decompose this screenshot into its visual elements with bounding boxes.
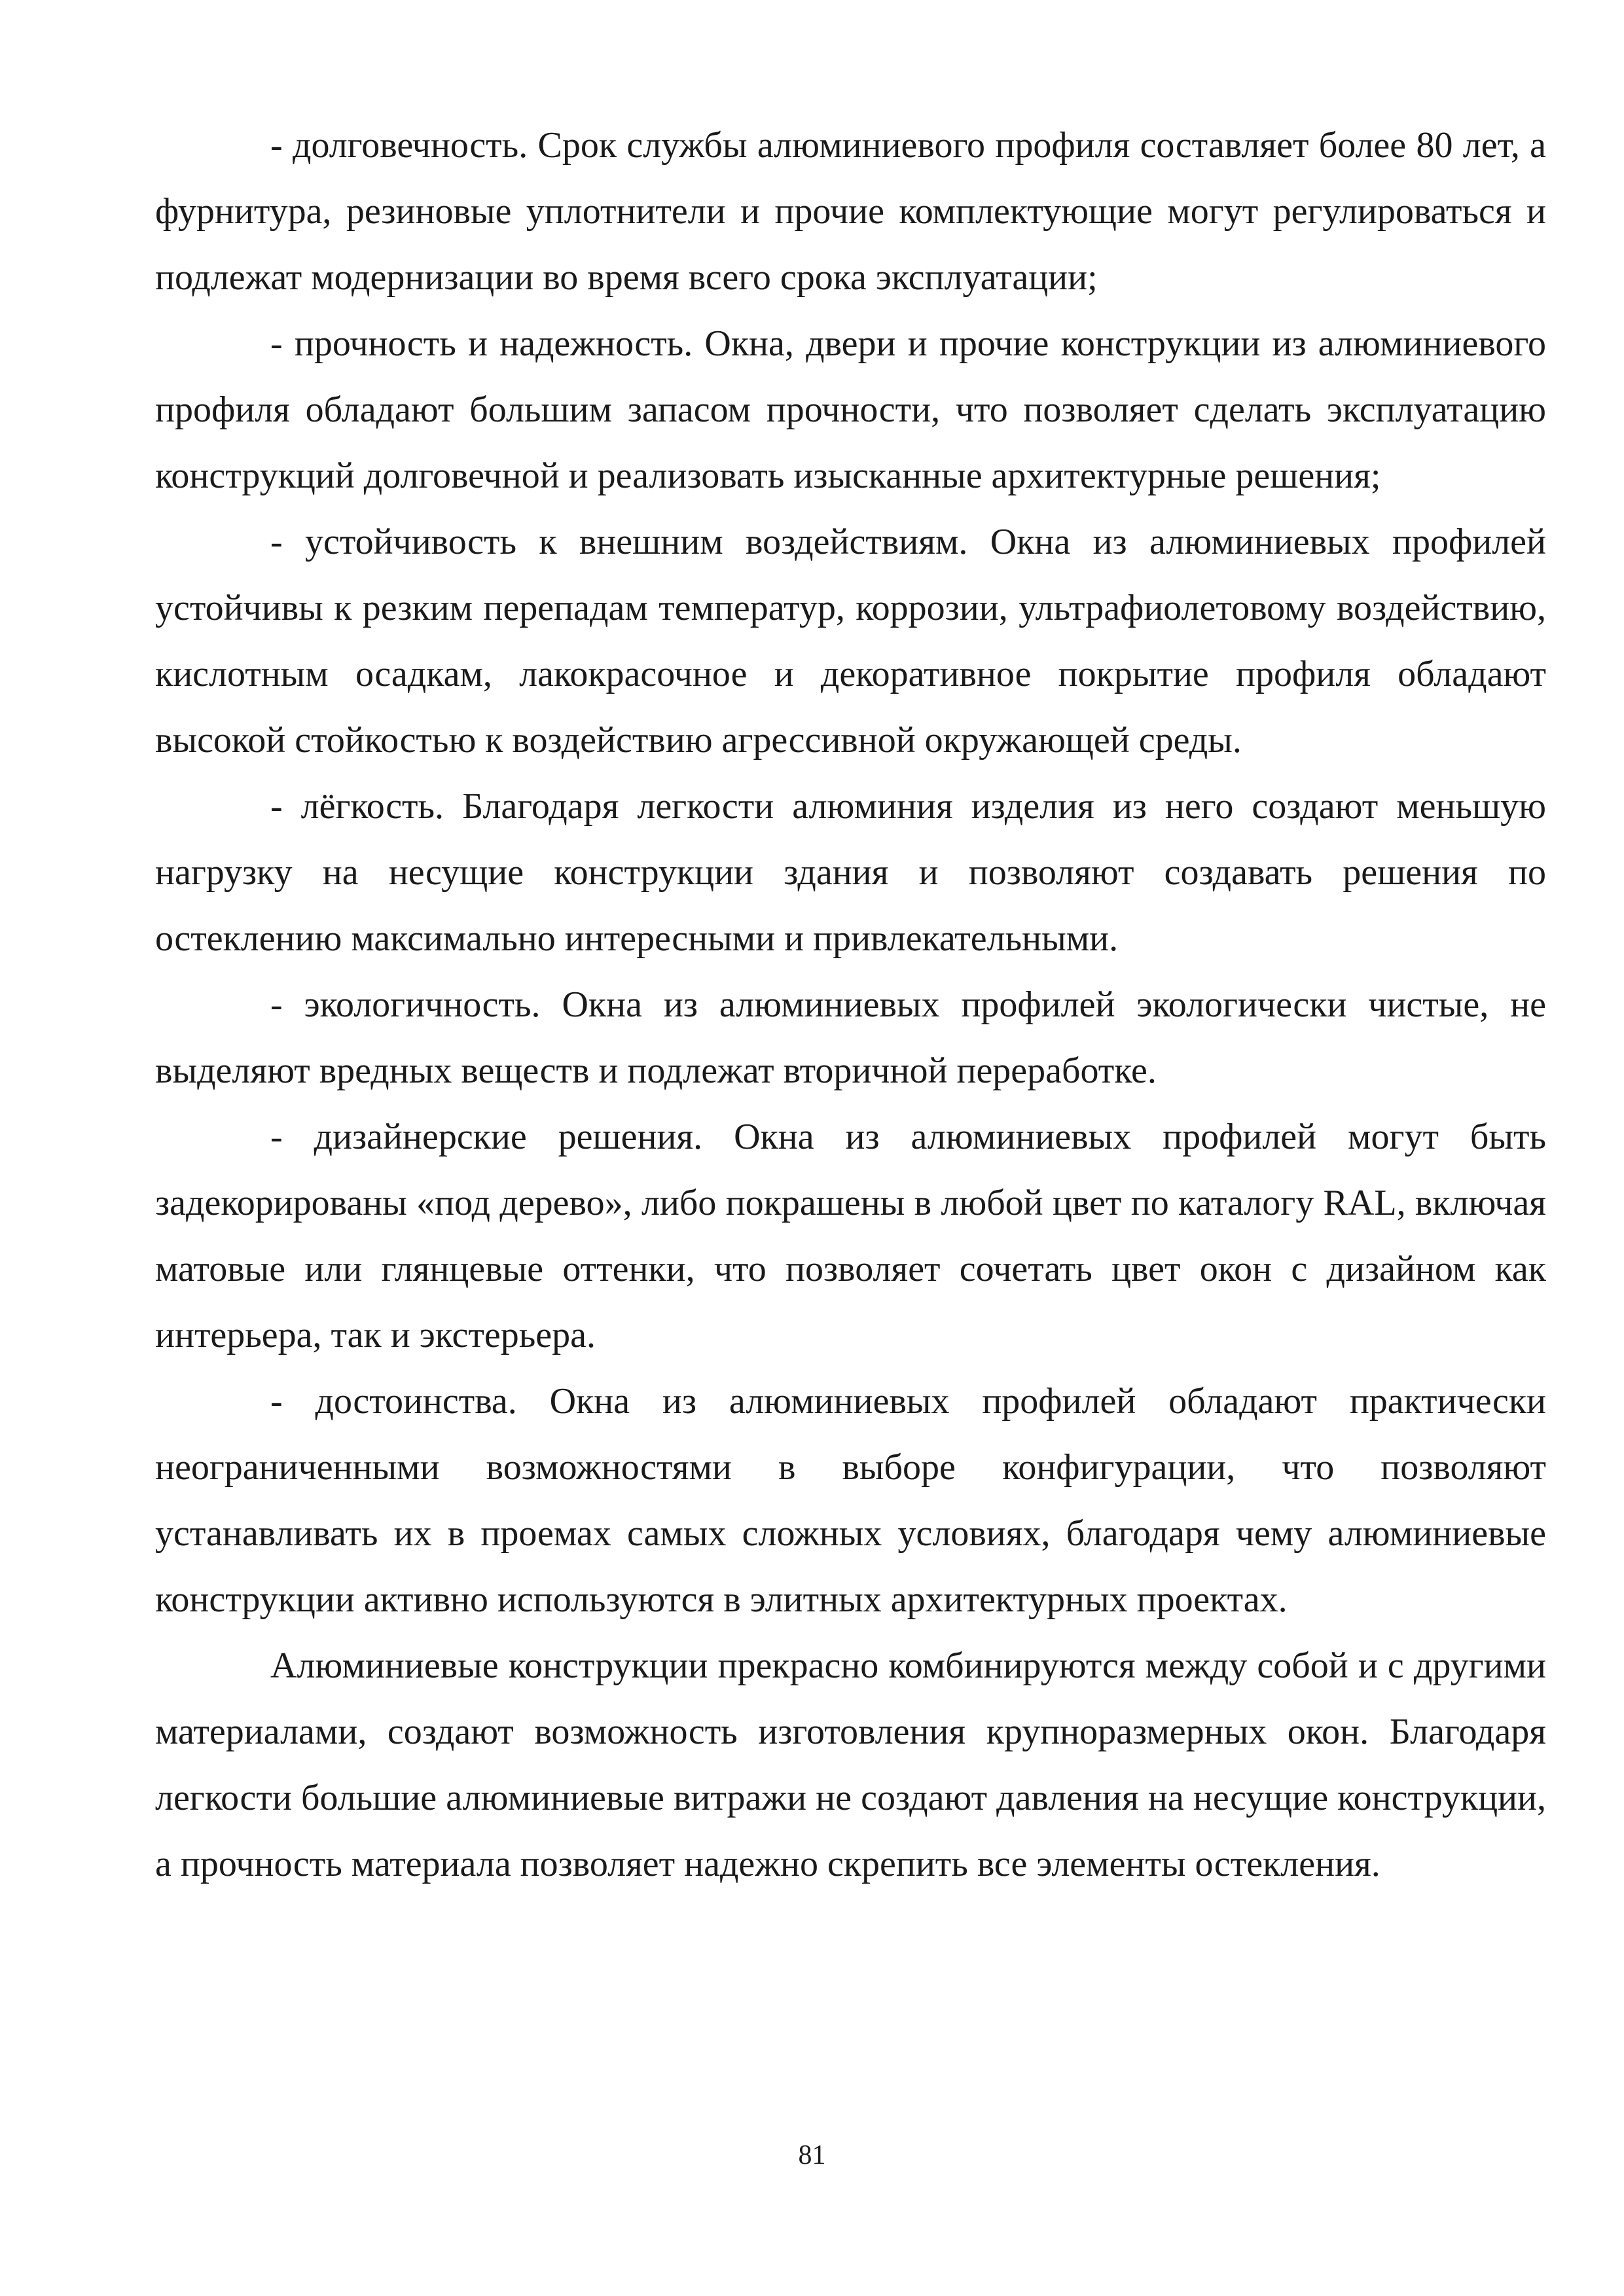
paragraph-ecology: - экологичность. Окна из алюминиевых профилей экологически чистые, не выделяют вредных веществ и подлежат вторичной переработке. — [155, 984, 1546, 1091]
paragraph-strength: - прочность и надежность. Окна, двери и прочие конструкции из алюминиевого профиля обладают большим запасом прочности, что позволяет сделать эксплуатацию конструкций долговечной и реализовать изысканные архитектурные решения; — [155, 323, 1546, 496]
page-number: 81 — [798, 2140, 826, 2170]
paragraph-durability: - долговечность. Срок службы алюминиевого профиля составляет более 80 лет, а фурнитура, резиновые уплотнители и прочие комплектующие могут регулироваться и подлежат модернизации во время всего срока эксплуатации; — [155, 125, 1546, 298]
body-text — [155, 113, 1546, 1897]
paragraph-lightness: - лёгкость. Благодаря легкости алюминия изделия из него создают меньшую нагрузку на несущие конструкции здания и позволяют создавать решения по остеклению максимально интересными и привлекательными. — [155, 786, 1546, 959]
paragraph-resistance: - устойчивость к внешним воздействиям. Окна из алюминиевых профилей устойчивы к резким перепадам температур, коррозии, ультрафиолетовому воздействию, кислотным осадкам, лакокрасочное и декоративное покрытие профиля обладают высокой стойкостью к воздействию агрессивной окружающей среды. — [155, 522, 1546, 761]
paragraph-conclusion: Алюминиевые конструкции прекрасно комбинируются между собой и с другими материалами, создают возможность изготовления крупноразмерных окон. Благодаря легкости большие алюминиевые витражи не создают давления на несущие конструкции, а прочность материала позволяет надежно скрепить все элементы остекления. — [155, 1645, 1546, 1884]
paragraph-advantages: - достоинства. Окна из алюминиевых профилей обладают практически неограниченными возможностями в выборе конфигурации, что позволяют устанавливать их в проемах самых сложных условиях, благодаря чему алюминиевые конструкции активно используются в элитных архитектурных проектах. — [155, 1381, 1546, 1620]
paragraph-design: - дизайнерские решения. Окна из алюминиевых профилей могут быть задекорированы «под дерево», либо покрашены в любой цвет по каталогу RAL, включая матовые или глянцевые оттенки, что позволяет сочетать цвет окон с дизайном как интерьера, так и экстерьера. — [155, 1117, 1546, 1355]
